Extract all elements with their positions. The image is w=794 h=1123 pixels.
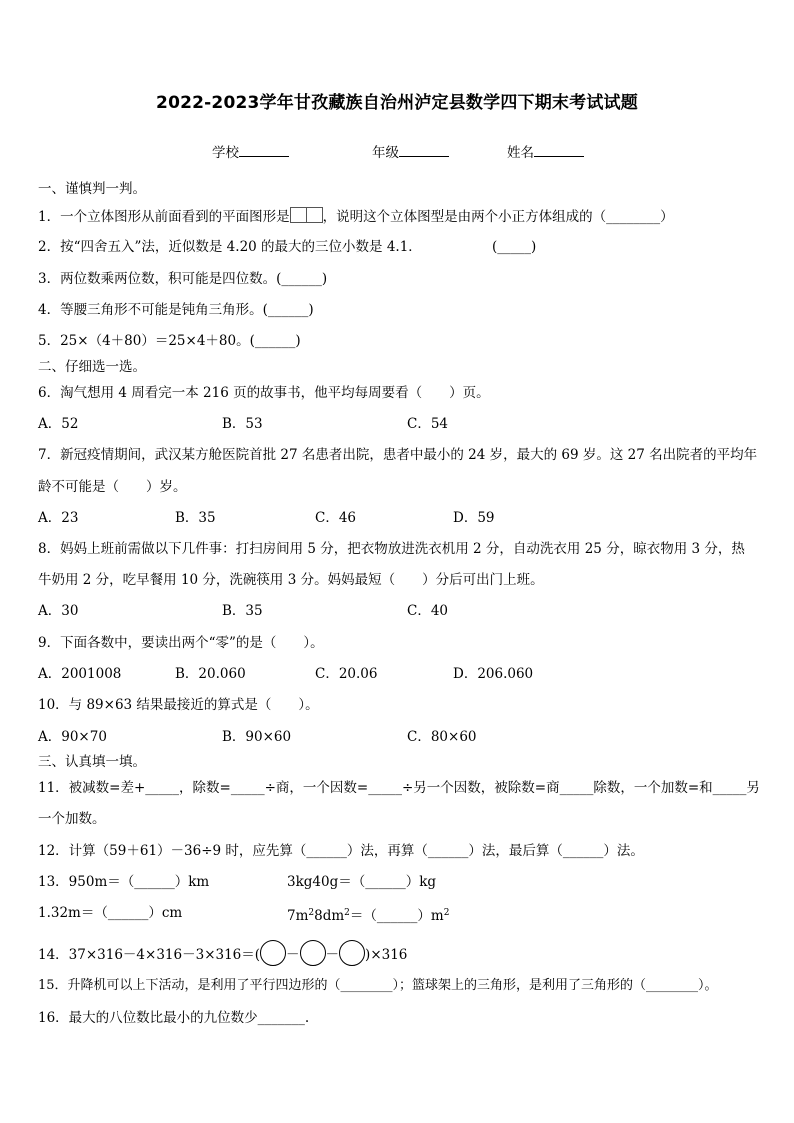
- q6-option-a[interactable]: A．52: [38, 416, 79, 432]
- circle-blank[interactable]: [300, 940, 326, 966]
- question-6: 6．淘气想用 4 周看完一本 216 页的故事书，他平均每周要看（ ）页。: [38, 385, 490, 401]
- question-4: 4．等腰三角形不可能是钝角三角形。(______): [38, 302, 314, 318]
- question-15: 15．升降机可以上下活动，是利用了平行四边形的（________）；篮球架上的三角形，是利用了三角形的（________）。: [38, 978, 718, 993]
- square-figure: [307, 207, 323, 223]
- q9-option-c[interactable]: C．20.06: [315, 666, 378, 682]
- q7-option-a[interactable]: A．23: [38, 510, 79, 526]
- question-11-line1: 11．被减数=差+_____，除数=_____÷商，一个因数=_____÷另一个因数，被除数=商_____除数，一个加数=和_____另: [38, 780, 760, 796]
- q6-option-b[interactable]: B．53: [222, 416, 263, 432]
- question-16: 16．最大的八位数比最小的九位数少_______.: [38, 1010, 310, 1026]
- grade-field[interactable]: [372, 141, 449, 161]
- q6-option-c[interactable]: C．54: [407, 416, 449, 432]
- section-heading-1: 一、谨慎判一判。: [38, 181, 146, 197]
- question-14: 14．37×316－4×316－3×316＝( － － )×316: [38, 940, 407, 966]
- q9-option-d[interactable]: D．206.060: [453, 666, 534, 682]
- question-7-line1: 7．新冠疫情期间，武汉某方舱医院首批 27 名患者出院，患者中最小的 24 岁，最大的 69 岁。这 27 名出院者的平均年: [38, 447, 758, 463]
- q8-option-c[interactable]: C．40: [407, 603, 449, 619]
- q10-option-b[interactable]: B．90×60: [222, 729, 292, 745]
- question-10: 10．与 89×63 结果最接近的算式是（ ）。: [38, 697, 319, 713]
- q7-option-b[interactable]: B．35: [175, 510, 216, 526]
- section-heading-2: 二、仔细选一选。: [38, 359, 146, 375]
- q8-option-b[interactable]: B．35: [222, 603, 263, 619]
- question-3: 3．两位数乘两位数，积可能是四位数。(______): [38, 271, 328, 287]
- section-heading-3: 三、认真填一填。: [38, 754, 146, 770]
- circle-blank[interactable]: [339, 940, 365, 966]
- page-title: 2022-2023学年甘孜藏族自治州泸定县数学四下期末考试试题: [156, 93, 638, 113]
- square-figure: [290, 207, 307, 223]
- question-2-answer: (_____): [492, 239, 537, 255]
- circle-blank[interactable]: [260, 940, 286, 966]
- school-label: 学校: [212, 145, 239, 161]
- question-11-line2: 一个加数。: [38, 811, 106, 827]
- question-13c: 1.32m＝（______）cm: [38, 905, 183, 921]
- question-5: 5．25×（4＋80）＝25×4＋80。(______): [38, 333, 301, 349]
- name-label: 姓名: [507, 145, 534, 161]
- question-7-line2: 龄不可能是（ ）岁。: [38, 479, 187, 495]
- question-12: 12．计算（59＋61）－36÷9 时，应先算（______）法，再算（______）法，最后算（______）法。: [38, 843, 644, 859]
- name-field[interactable]: [507, 141, 584, 161]
- question-1: 1．一个立体图形从前面看到的平面图形是 ，说明这个立体图型是由两个小正方体组成的（________）: [38, 209, 674, 225]
- question-9: 9．下面各数中，要读出两个“零”的是（ ）。: [38, 635, 324, 651]
- question-13d: $7m^28dm^2=(\_\_\_\_\_\_)m^2$: [287, 908, 450, 924]
- q10-option-c[interactable]: C．80×60: [407, 729, 477, 745]
- q7-option-c[interactable]: C．46: [315, 510, 357, 526]
- question-2: 2．按“四舍五入”法，近似数是 4.20 的最大的三位小数是 4.1．: [38, 239, 422, 255]
- q7-option-d[interactable]: D．59: [453, 510, 495, 526]
- question-8-line2: 牛奶用 2 分，吃早餐用 10 分，洗碗筷用 3 分。妈妈最短（ ）分后可出门上班。: [38, 572, 544, 588]
- question-8-line1: 8．妈妈上班前需做以下几件事：打扫房间用 5 分，把衣物放进洗衣机用 2 分，自动洗衣用 25 分，晾衣物用 3 分，热: [38, 541, 745, 557]
- question-13b: 3kg40g＝（______）kg: [287, 874, 437, 890]
- grade-label: 年级: [372, 145, 399, 161]
- q9-option-a[interactable]: A．2001008: [38, 666, 122, 682]
- q8-option-a[interactable]: A．30: [38, 603, 79, 619]
- q9-option-b[interactable]: B．20.060: [175, 666, 246, 682]
- question-13a: 13．950m＝（______）km: [38, 874, 210, 890]
- school-field[interactable]: [212, 141, 289, 161]
- q10-option-a[interactable]: A．90×70: [38, 729, 107, 745]
